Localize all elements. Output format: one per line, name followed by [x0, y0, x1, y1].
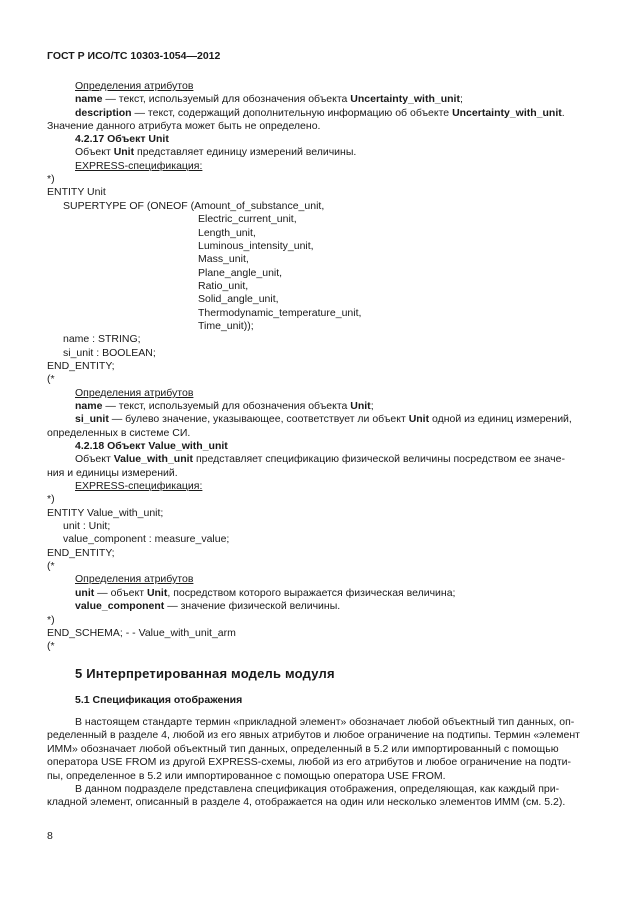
code-line: *): [47, 614, 55, 626]
code-line: END_ENTITY;: [47, 360, 115, 372]
code-line: ENTITY Value_with_unit;: [47, 507, 164, 519]
object-ref: Uncertainty_with_unit: [350, 93, 460, 105]
text: — текст, используемый для обозначения объекта: [102, 93, 351, 105]
code-line: Electric_current_unit,: [198, 213, 297, 225]
code-line: unit : Unit;: [63, 520, 111, 532]
text: — текст, используемый для обозначения объекта: [102, 400, 351, 412]
attribute-definitions-heading: Определения атрибутов: [75, 80, 194, 92]
text: — объект: [94, 587, 147, 599]
object-ref: Unit: [146, 587, 168, 599]
code-line: END_ENTITY;: [47, 547, 115, 559]
value-with-unit-intro-continuation: ния и единицы измерений.: [47, 467, 178, 479]
paragraph-line: ИММ» обозначает любой объектный тип данных, определенный в 5.2 или импортированный с помощью: [47, 743, 559, 755]
code-line: *): [47, 493, 55, 505]
paragraph-line: В данном подразделе представлена спецификация отображения, определяющая, как каждый при-: [75, 783, 560, 795]
code-line: Luminous_intensity_unit,: [198, 240, 314, 252]
attribute-si-unit-definition: [75, 413, 572, 426]
text: Объект: [75, 146, 114, 158]
paragraph-line: пы, определенное в 5.2 или импортированное с помощью оператора USE FROM.: [47, 770, 446, 782]
attribute-name-definition: [75, 93, 463, 106]
code-line: Ratio_unit,: [198, 280, 249, 292]
unit-intro-text: [75, 146, 356, 159]
object-ref: Unit: [113, 146, 135, 158]
text: — булево значение, указывающее, соответствует ли объект: [108, 413, 409, 425]
object-ref: Value_with_unit: [113, 453, 194, 465]
code-line: SUPERTYPE OF (ONEOF (Amount_of_substance_unit,: [63, 200, 325, 212]
attribute-unit-definition: [75, 587, 455, 600]
document-header: ГОСТ Р ИСО/ТС 10303-1054—2012: [47, 50, 221, 62]
code-line: value_component : measure_value;: [63, 533, 230, 545]
code-line: (*: [47, 373, 55, 385]
attribute-name-definition: [75, 400, 374, 413]
section-5-1-title: 5.1 Спецификация отображения: [75, 694, 243, 706]
text: .: [561, 107, 565, 119]
term: description: [75, 107, 132, 119]
code-line: Time_unit));: [198, 320, 254, 332]
attribute-definitions-heading: Определения атрибутов: [75, 387, 194, 399]
code-line: END_SCHEMA; - - Value_with_unit_arm: [47, 627, 236, 639]
text: ;: [370, 400, 374, 412]
code-line: (*: [47, 560, 55, 572]
text: представляет единицу измерений величины.: [134, 146, 357, 158]
express-spec-heading: EXPRESS-спецификация:: [75, 160, 203, 172]
attribute-description-definition: [75, 107, 565, 120]
text: — значение физической величины.: [164, 600, 341, 612]
code-line: Plane_angle_unit,: [198, 267, 283, 279]
page-number: 8: [47, 830, 53, 842]
term: si_unit: [75, 413, 109, 425]
paragraph-line: оператора USE FROM из другой EXPRESS-схемы, любой из его атрибутов и любое ограничение на подти-: [47, 756, 572, 768]
code-line: ENTITY Unit: [47, 186, 106, 198]
code-line: Solid_angle_unit,: [198, 293, 279, 305]
attribute-value-component-definition: [75, 600, 340, 613]
term: value_component: [75, 600, 165, 612]
value-with-unit-intro-text: [75, 453, 565, 466]
section-5-title: 5 Интерпретированная модель модуля: [75, 666, 335, 681]
text: Объект: [75, 453, 114, 465]
text: представляет спецификацию физической величины посредством ее значе-: [193, 453, 565, 465]
text: — текст, содержащий дополнительную информацию об объекте: [131, 107, 453, 119]
express-spec-heading: EXPRESS-спецификация:: [75, 480, 203, 492]
code-line: si_unit : BOOLEAN;: [63, 347, 156, 359]
paragraph-line: В настоящем стандарте термин «прикладной элемент» обозначает любой объектный тип данных, оп-: [75, 716, 575, 728]
code-line: name : STRING;: [63, 333, 141, 345]
paragraph-line: кладной элемент, описанный в разделе 4, отображается на один или несколько элементов ИММ (см. 5.2).: [47, 796, 566, 808]
code-line: *): [47, 173, 55, 185]
code-line: (*: [47, 640, 55, 652]
object-ref: Unit: [408, 413, 430, 425]
si-unit-continuation: определенных в системе СИ.: [47, 427, 191, 439]
paragraph-line: ределенный в разделе 4, любой из его явных атрибутов и любое ограничение на подтипы. Термин «элемент: [47, 729, 580, 741]
object-ref: Unit: [350, 400, 371, 412]
term: name: [75, 400, 103, 412]
object-ref: Uncertainty_with_unit: [452, 107, 562, 119]
code-line: Length_unit,: [198, 227, 256, 239]
text: одной из единиц измерений,: [429, 413, 572, 425]
section-4-2-18-title: 4.2.18 Объект Value_with_unit: [75, 440, 228, 452]
section-4-2-17-title: 4.2.17 Объект Unit: [75, 133, 169, 145]
text: ;: [459, 93, 463, 105]
text: , посредством которого выражается физическая величина;: [167, 587, 456, 599]
term: unit: [75, 587, 95, 599]
code-line: Mass_unit,: [198, 253, 249, 265]
description-continuation: Значение данного атрибута может быть не определено.: [47, 120, 321, 132]
attribute-definitions-heading: Определения атрибутов: [75, 573, 194, 585]
code-line: Thermodynamic_temperature_unit,: [198, 307, 362, 319]
term: name: [75, 93, 103, 105]
